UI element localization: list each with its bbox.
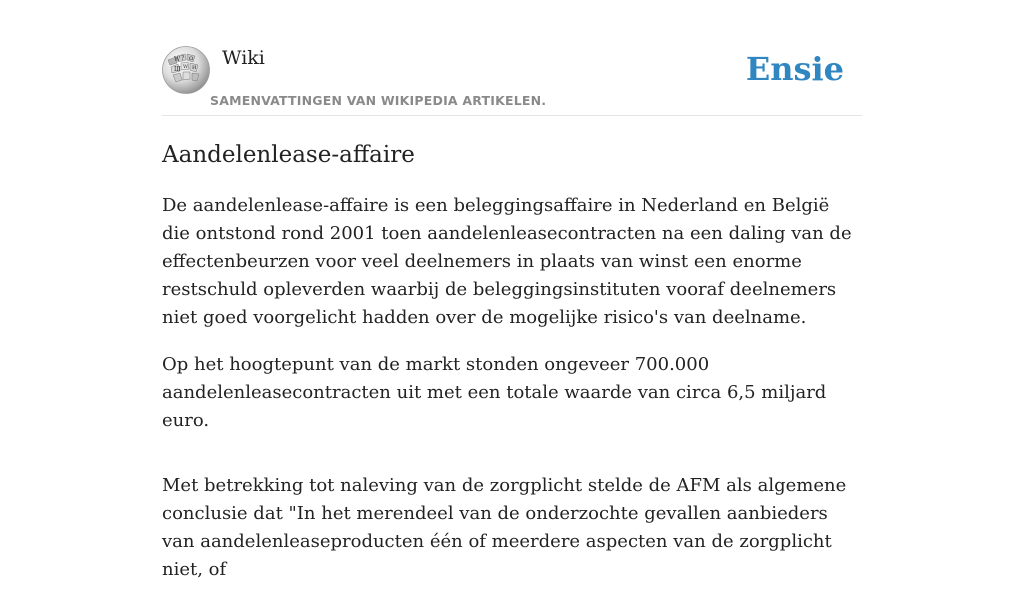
article-paragraph: Met betrekking tot naleving van de zorgplicht stelde de AFM als algemene conclusie dat "In het merendeel van de onderzochte gevallen aanbieders van aandelenleaseproducten één of meerdere aspecten van de zorgplicht niet, of	[162, 475, 847, 580]
article-title: Aandelenlease-affaire	[162, 142, 415, 168]
brand-logo-link[interactable]: Ensie	[745, 50, 844, 88]
wikipedia-globe-icon[interactable]	[162, 46, 210, 94]
site-header	[162, 40, 862, 116]
article-paragraph: De aandelenlease-affaire is een beleggingsaffaire in Nederland en België die ontstond rond 2001 toen aandelenleasecontracten na een daling van de effectenbeurzen voor veel deelnemers in plaats van winst een enorme restschuld opleverden waarbij de beleggingsinstituten vooraf deelnemers niet goed voorgelicht hadden over de mogelijke risico's van deelname.	[162, 195, 852, 328]
svg-text:?: ?	[181, 55, 185, 62]
article-paragraph: Op het hoogtepunt van de markt stonden ongeveer 700.000 aandelenleasecontracten uit met een totale waarde van circa 6,5 miljard euro.	[162, 354, 827, 431]
site-name[interactable]: Wiki	[222, 47, 265, 69]
svg-text:W: W	[174, 56, 181, 63]
svg-text:W: W	[183, 64, 189, 70]
svg-text:И: И	[192, 65, 197, 71]
svg-text:Ш: Ш	[174, 66, 181, 73]
article-body	[162, 192, 862, 603]
svg-text:Ω: Ω	[189, 56, 194, 62]
site-tagline: SAMENVATTINGEN VAN WIKIPEDIA ARTIKELEN.	[210, 93, 547, 108]
